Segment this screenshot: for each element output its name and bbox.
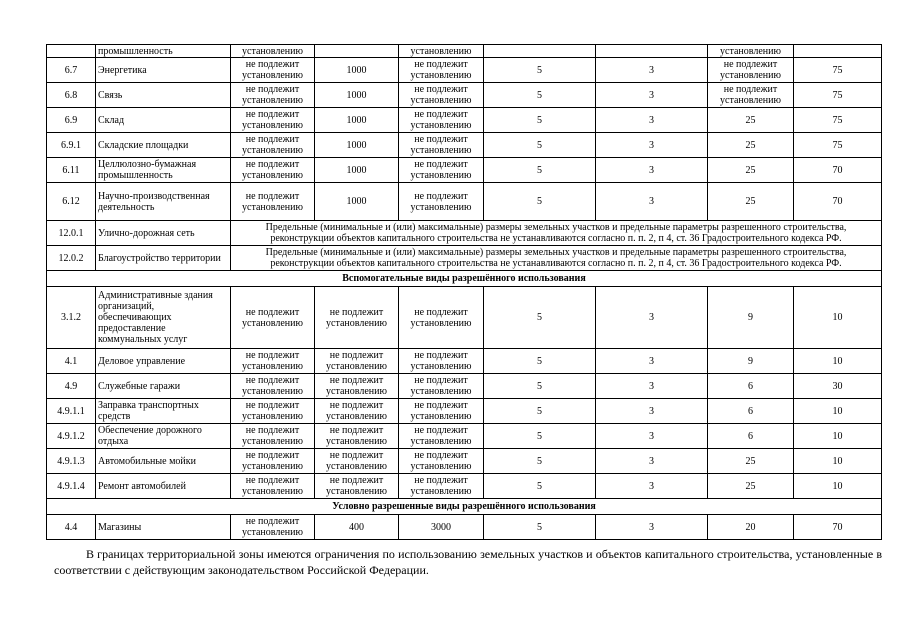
table-row [47, 374, 882, 399]
param-cell-3: не подлежит установлению [399, 133, 484, 158]
use-code-cell: 6.9.1 [47, 133, 96, 158]
param-cell-4: 5 [484, 374, 596, 399]
use-code-cell: 4.9.1.4 [47, 474, 96, 499]
table-row [47, 515, 882, 540]
table-row [47, 246, 882, 271]
use-code-cell: 6.7 [47, 58, 96, 83]
param-cell-1: не подлежит установлению [231, 133, 315, 158]
use-name-cell: Связь [96, 83, 231, 108]
param-cell-5: 3 [596, 349, 708, 374]
param-cell-3: не подлежит установлению [399, 474, 484, 499]
use-code-cell: 12.0.2 [47, 246, 96, 271]
param-cell-4: 5 [484, 424, 596, 449]
table-row [47, 474, 882, 499]
table-row [47, 399, 882, 424]
param-cell-7: 10 [794, 399, 882, 424]
zone-restrictions-note: В границах территориальной зоны имеются ограничения по использованию земельных участков и объектов капитального строительства, установленные в соответствии с действующим законодательством Российской Федерации. [54, 547, 882, 577]
table-row [47, 133, 882, 158]
param-cell-2: не подлежит установлению [315, 287, 399, 349]
use-code-cell: 6.12 [47, 183, 96, 221]
param-cell-6: 25 [708, 133, 794, 158]
param-cell-5: 3 [596, 287, 708, 349]
param-cell-3: установлению [399, 45, 484, 58]
param-cell-2 [315, 45, 399, 58]
param-cell-6: 25 [708, 449, 794, 474]
section-header-row [47, 271, 882, 287]
param-cell-5: 3 [596, 424, 708, 449]
param-cell-4: 5 [484, 108, 596, 133]
param-cell-6: 9 [708, 349, 794, 374]
use-name-cell: Улично-дорожная сеть [96, 221, 231, 246]
param-cell-7: 10 [794, 474, 882, 499]
use-code-cell: 6.9 [47, 108, 96, 133]
param-cell-1: не подлежит установлению [231, 58, 315, 83]
use-code-cell: 4.9.1.1 [47, 399, 96, 424]
param-cell-4: 5 [484, 133, 596, 158]
param-cell-7: 75 [794, 108, 882, 133]
table-row [47, 287, 882, 349]
param-cell-1: не подлежит установлению [231, 515, 315, 540]
param-cell-6: 25 [708, 158, 794, 183]
table-row [47, 221, 882, 246]
param-cell-2: не подлежит установлению [315, 349, 399, 374]
param-cell-6: 20 [708, 515, 794, 540]
param-cell-4: 5 [484, 449, 596, 474]
param-cell-2: не подлежит установлению [315, 399, 399, 424]
param-cell-5 [596, 45, 708, 58]
param-cell-1: не подлежит установлению [231, 399, 315, 424]
param-cell-2: не подлежит установлению [315, 424, 399, 449]
param-cell-7: 10 [794, 287, 882, 349]
param-cell-1: не подлежит установлению [231, 424, 315, 449]
param-cell-6: 25 [708, 474, 794, 499]
use-code-cell: 12.0.1 [47, 221, 96, 246]
use-code-cell: 4.9.1.2 [47, 424, 96, 449]
param-cell-5: 3 [596, 83, 708, 108]
use-code-cell: 4.9 [47, 374, 96, 399]
section-header-row [47, 499, 882, 515]
use-name-cell: Энергетика [96, 58, 231, 83]
param-cell-4: 5 [484, 287, 596, 349]
param-cell-3: не подлежит установлению [399, 449, 484, 474]
param-cell-6: 6 [708, 374, 794, 399]
param-cell-1: не подлежит установлению [231, 449, 315, 474]
param-cell-7: 10 [794, 449, 882, 474]
param-cell-2: 400 [315, 515, 399, 540]
param-cell-6: 6 [708, 424, 794, 449]
param-cell-4 [484, 45, 596, 58]
param-cell-1: не подлежит установлению [231, 374, 315, 399]
param-cell-1: не подлежит установлению [231, 474, 315, 499]
section-title: Вспомогательные виды разрешённого использования [47, 271, 882, 287]
param-cell-7: 30 [794, 374, 882, 399]
param-cell-7: 70 [794, 158, 882, 183]
param-cell-3: не подлежит установлению [399, 374, 484, 399]
use-name-cell: Обеспечение дорожного отдыха [96, 424, 231, 449]
param-cell-3: не подлежит установлению [399, 349, 484, 374]
use-code-cell [47, 45, 96, 58]
param-cell-7: 75 [794, 58, 882, 83]
use-name-cell: Заправка транспортных средств [96, 399, 231, 424]
param-cell-7: 75 [794, 133, 882, 158]
param-cell-3: не подлежит установлению [399, 183, 484, 221]
param-cell-3: не подлежит установлению [399, 108, 484, 133]
param-cell-6: 25 [708, 183, 794, 221]
param-cell-5: 3 [596, 474, 708, 499]
param-cell-1: установлению [231, 45, 315, 58]
param-cell-5: 3 [596, 449, 708, 474]
parameters-note-cell: Предельные (минимальные и (или) максимальные) размеры земельных участков и предельные параметры разрешенного строительства, реконструкции объектов капитального строительства не устанавливаются согласно п. п. 2, п 4, ст. 36 Градостроительного кодекса РФ. [231, 221, 882, 246]
param-cell-3: не подлежит установлению [399, 158, 484, 183]
param-cell-5: 3 [596, 108, 708, 133]
param-cell-4: 5 [484, 349, 596, 374]
table-row [47, 424, 882, 449]
param-cell-2: 1000 [315, 133, 399, 158]
param-cell-5: 3 [596, 515, 708, 540]
param-cell-6: 9 [708, 287, 794, 349]
param-cell-4: 5 [484, 399, 596, 424]
table-row [47, 45, 882, 58]
param-cell-1: не подлежит установлению [231, 183, 315, 221]
use-name-cell: Благоустройство территории [96, 246, 231, 271]
param-cell-3: 3000 [399, 515, 484, 540]
table-row [47, 349, 882, 374]
use-name-cell: Склад [96, 108, 231, 133]
param-cell-6: 6 [708, 399, 794, 424]
param-cell-4: 5 [484, 158, 596, 183]
param-cell-7 [794, 45, 882, 58]
param-cell-1: не подлежит установлению [231, 83, 315, 108]
use-name-cell: Научно-производственная деятельность [96, 183, 231, 221]
use-code-cell: 4.9.1.3 [47, 449, 96, 474]
param-cell-4: 5 [484, 183, 596, 221]
param-cell-6: не подлежит установлению [708, 58, 794, 83]
use-name-cell: Административные здания организаций, обеспечивающих предоставление коммунальных услуг [96, 287, 231, 349]
param-cell-5: 3 [596, 183, 708, 221]
param-cell-3: не подлежит установлению [399, 424, 484, 449]
param-cell-2: не подлежит установлению [315, 374, 399, 399]
use-name-cell: промышленность [96, 45, 231, 58]
use-code-cell: 6.11 [47, 158, 96, 183]
parameters-note-cell: Предельные (минимальные и (или) максимальные) размеры земельных участков и предельные параметры разрешенного строительства, реконструкции объектов капитального строительства не устанавливаются согласно п. п. 2, п 4, ст. 36 Градостроительного кодекса РФ. [231, 246, 882, 271]
table-row [47, 183, 882, 221]
table-row [47, 58, 882, 83]
use-code-cell: 6.8 [47, 83, 96, 108]
zoning-parameters-table [46, 44, 882, 540]
param-cell-2: 1000 [315, 183, 399, 221]
param-cell-5: 3 [596, 158, 708, 183]
use-name-cell: Автомобильные мойки [96, 449, 231, 474]
use-name-cell: Магазины [96, 515, 231, 540]
use-code-cell: 3.1.2 [47, 287, 96, 349]
param-cell-6: установлению [708, 45, 794, 58]
param-cell-1: не подлежит установлению [231, 287, 315, 349]
param-cell-6: не подлежит установлению [708, 83, 794, 108]
use-name-cell: Деловое управление [96, 349, 231, 374]
param-cell-4: 5 [484, 83, 596, 108]
table-row [47, 449, 882, 474]
section-title: Условно разрешенные виды разрешённого использования [47, 499, 882, 515]
param-cell-2: не подлежит установлению [315, 474, 399, 499]
param-cell-3: не подлежит установлению [399, 287, 484, 349]
param-cell-4: 5 [484, 515, 596, 540]
param-cell-2: 1000 [315, 108, 399, 133]
use-code-cell: 4.4 [47, 515, 96, 540]
table-row [47, 83, 882, 108]
param-cell-1: не подлежит установлению [231, 108, 315, 133]
use-name-cell: Складские площадки [96, 133, 231, 158]
param-cell-7: 70 [794, 515, 882, 540]
table-row [47, 158, 882, 183]
param-cell-2: 1000 [315, 83, 399, 108]
param-cell-5: 3 [596, 399, 708, 424]
param-cell-4: 5 [484, 58, 596, 83]
use-name-cell: Служебные гаражи [96, 374, 231, 399]
param-cell-6: 25 [708, 108, 794, 133]
param-cell-7: 10 [794, 424, 882, 449]
param-cell-5: 3 [596, 58, 708, 83]
use-name-cell: Целлюлозно-бумажная промышленность [96, 158, 231, 183]
param-cell-7: 70 [794, 183, 882, 221]
param-cell-3: не подлежит установлению [399, 83, 484, 108]
param-cell-3: не подлежит установлению [399, 58, 484, 83]
param-cell-1: не подлежит установлению [231, 349, 315, 374]
param-cell-2: 1000 [315, 58, 399, 83]
param-cell-5: 3 [596, 374, 708, 399]
param-cell-3: не подлежит установлению [399, 399, 484, 424]
param-cell-7: 75 [794, 83, 882, 108]
param-cell-7: 10 [794, 349, 882, 374]
use-name-cell: Ремонт автомобилей [96, 474, 231, 499]
param-cell-5: 3 [596, 133, 708, 158]
table-row [47, 108, 882, 133]
param-cell-4: 5 [484, 474, 596, 499]
param-cell-2: не подлежит установлению [315, 449, 399, 474]
param-cell-1: не подлежит установлению [231, 158, 315, 183]
use-code-cell: 4.1 [47, 349, 96, 374]
param-cell-2: 1000 [315, 158, 399, 183]
